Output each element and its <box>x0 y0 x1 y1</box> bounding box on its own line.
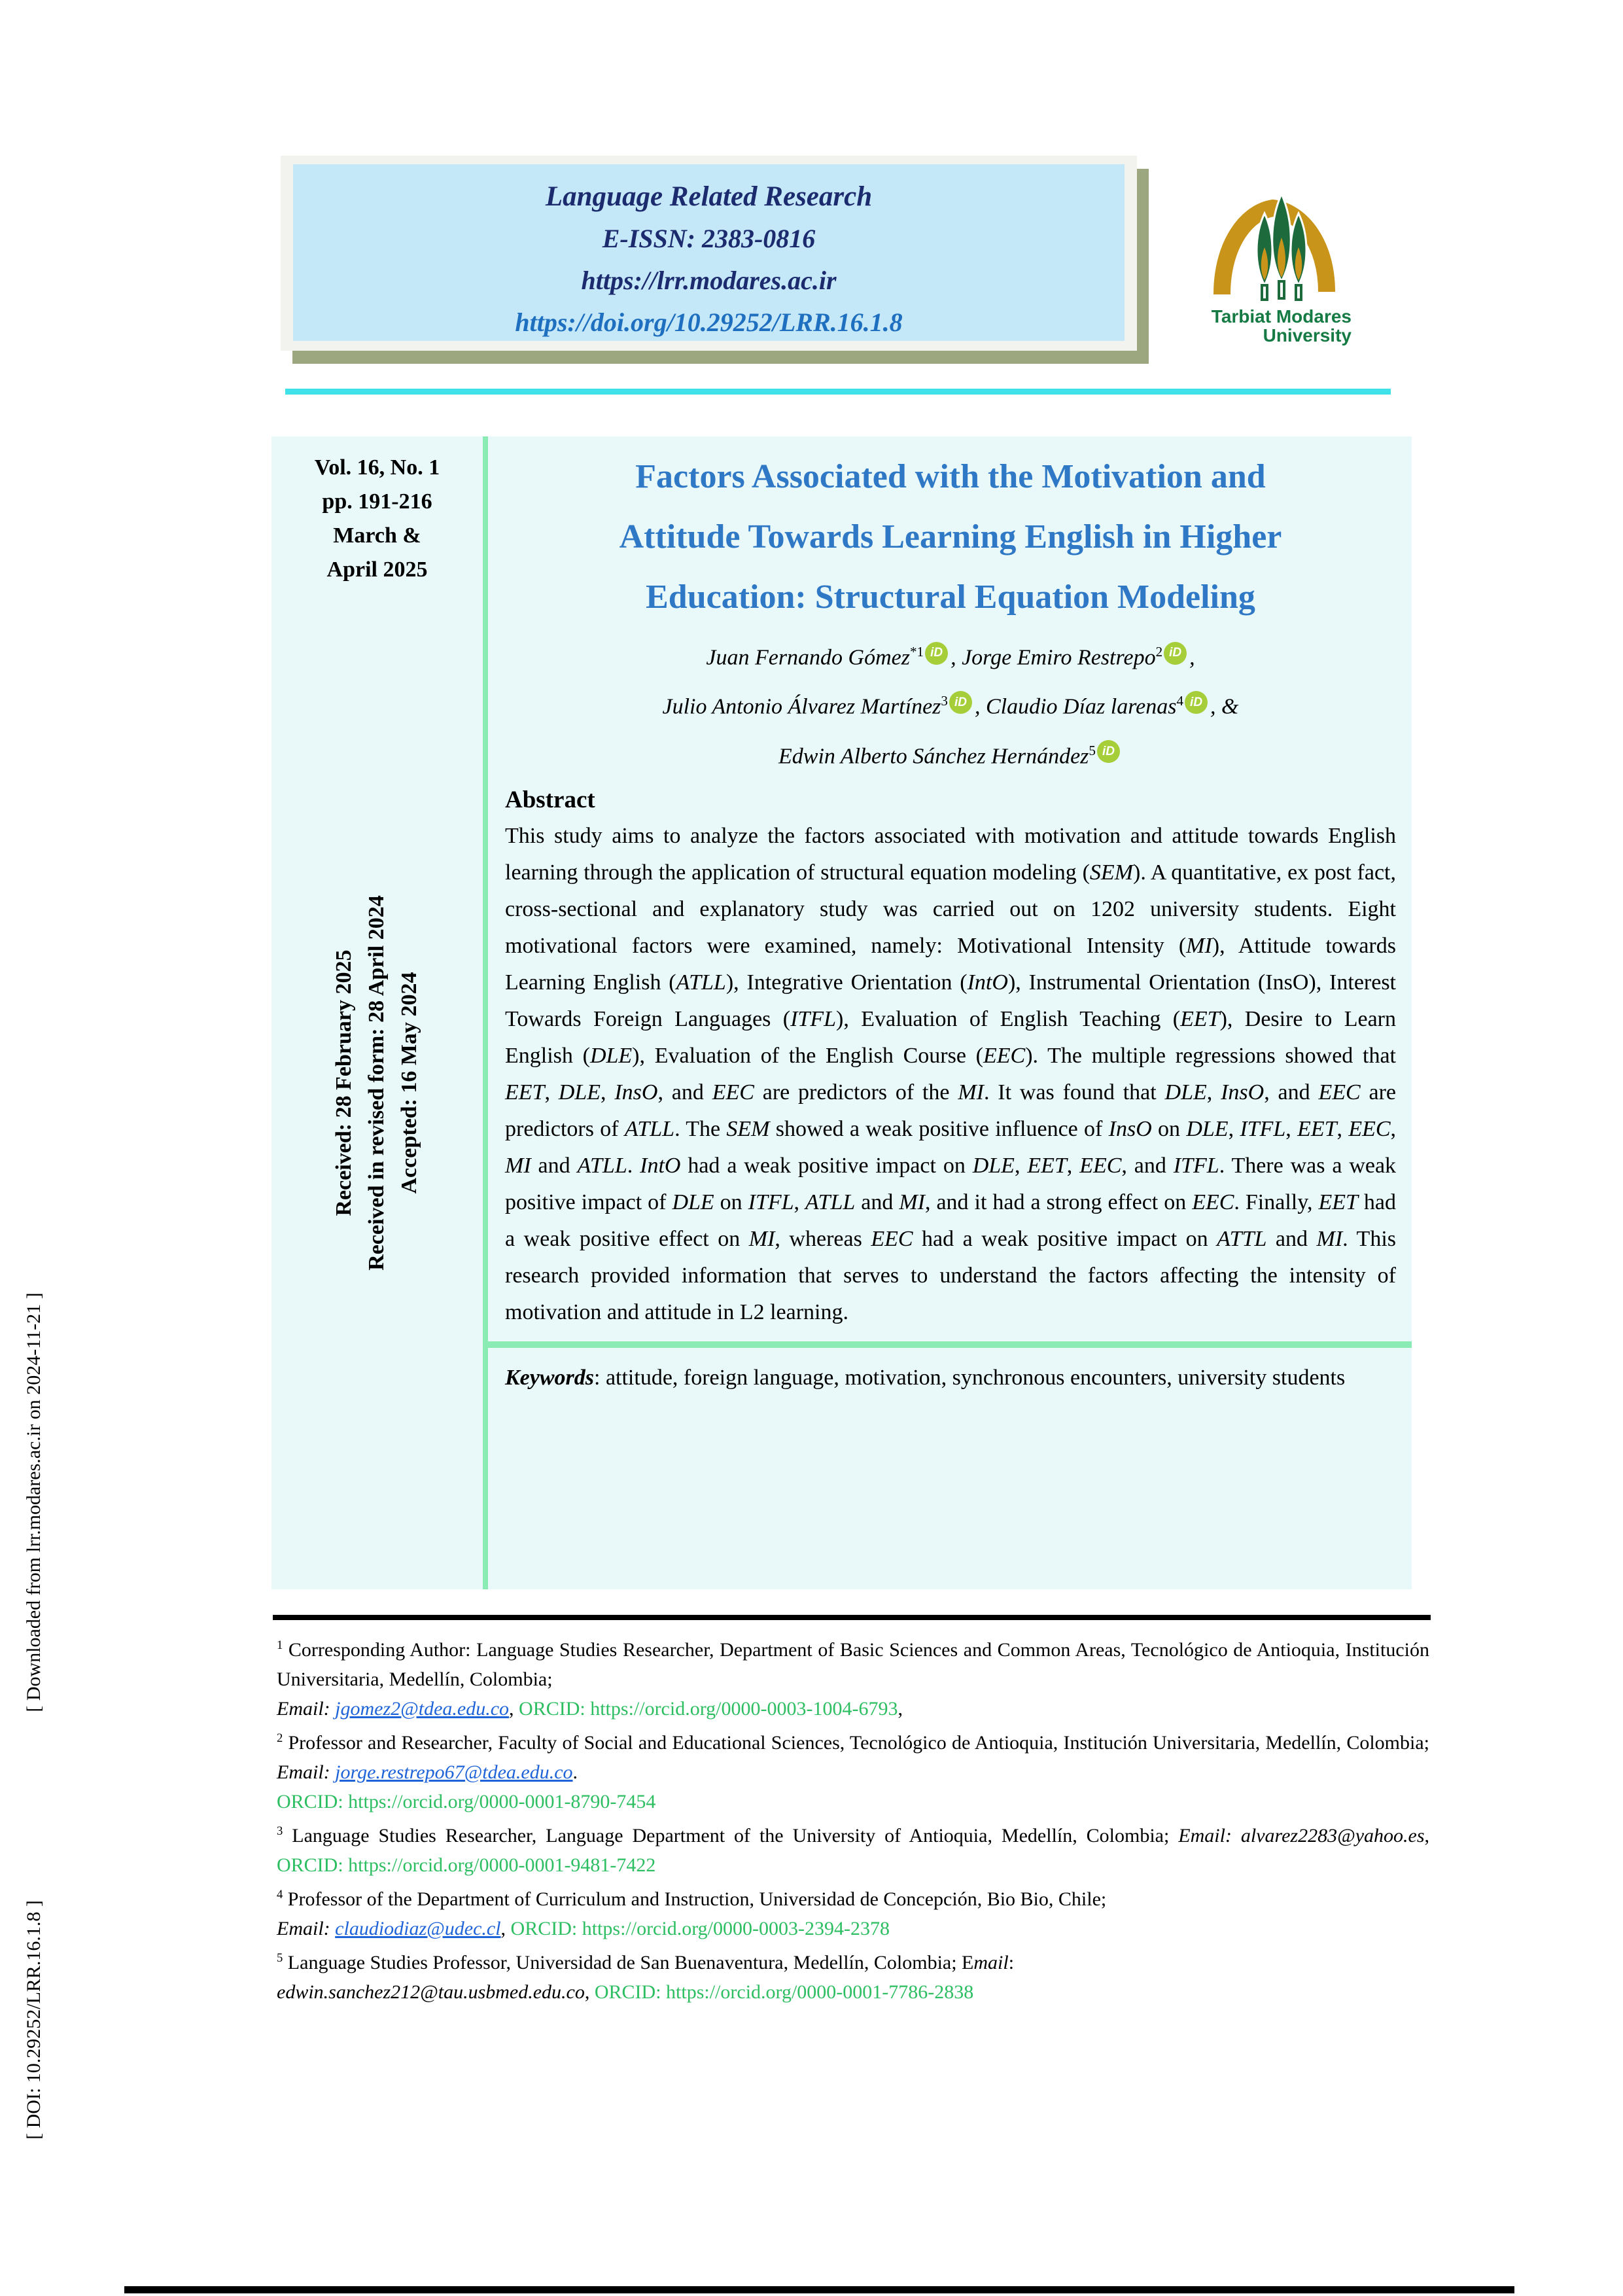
text-span: , <box>1206 1080 1221 1104</box>
text-span: MI <box>1316 1226 1343 1251</box>
text-span: , <box>500 1918 511 1939</box>
text-span: , & <box>1210 694 1239 719</box>
text-span: DLE <box>1164 1080 1207 1104</box>
logo-tree-right <box>1291 213 1306 300</box>
text-span: EET <box>505 1080 545 1104</box>
footnote-rule <box>273 1615 1431 1620</box>
text-span: , <box>1014 1153 1028 1178</box>
text-span: 1 <box>277 1638 283 1652</box>
text-span: SEM <box>726 1116 770 1141</box>
text-span: , and <box>1121 1153 1174 1178</box>
text-span: and <box>1266 1226 1317 1251</box>
text-span: . It was found that <box>983 1080 1165 1104</box>
author-line <box>505 630 1396 679</box>
text-span: had a weak positive impact on <box>680 1153 973 1178</box>
issue-info-column <box>271 436 483 587</box>
text-span: ). A quantitative, ex post fact, cross-sectional and explanatory study was carried out on 1202 university students. Eight motivational factors were examined, namely: Motivational Intensity ( <box>505 860 1396 958</box>
text-span: ), Integrative Orientation ( <box>725 970 968 995</box>
text-span: edwin.sanchez212@tau.usbmed.edu.co <box>277 1981 585 2003</box>
text-span: MI <box>505 1153 531 1178</box>
orcid-icon[interactable]: iD <box>1164 642 1187 665</box>
orcid-link[interactable]: ORCID: https://orcid.org/0000-0001-8790-7454 <box>277 1791 656 1812</box>
keywords-divider <box>488 1341 1412 1348</box>
date-received: Received: 28 February 2025 <box>332 949 356 1216</box>
footnote-5 <box>277 1943 1429 2007</box>
tarbiat-modares-university-logo <box>1202 182 1361 347</box>
article-main-column <box>488 436 1412 1589</box>
article-title <box>505 447 1396 627</box>
footnote-3 <box>277 1816 1429 1880</box>
footnote-1 <box>277 1631 1429 1723</box>
article-title-line1: Factors Associated with the Motivation and <box>635 458 1266 495</box>
text-span: 2 <box>277 1731 283 1745</box>
text-span: , Jorge Emiro Restrepo <box>951 645 1156 670</box>
text-span: , <box>1228 1116 1240 1141</box>
text-span: , <box>509 1698 519 1720</box>
text-span: had a weak positive impact on <box>913 1226 1217 1251</box>
text-span: This study aims to analyze the factors associated with motivation and attitude towards English learning through the application of structural equation modeling ( <box>505 823 1396 885</box>
text-span: Julio Antonio Álvarez Martínez <box>662 694 941 719</box>
text-span: , <box>1424 1825 1430 1846</box>
text-span: , <box>544 1080 559 1104</box>
text-span: . <box>572 1761 578 1783</box>
text-span: 2 <box>1155 644 1163 660</box>
text-span: DLE <box>972 1153 1015 1178</box>
article-header-block <box>271 436 1412 1589</box>
text-span: : <box>323 1698 336 1720</box>
text-span: . The <box>674 1116 727 1141</box>
text-span: : attitude, foreign language, motivation, synchronous encounters, university students <box>594 1365 1346 1390</box>
text-span: , whereas <box>775 1226 871 1251</box>
text-span: ), Evaluation of the English Course ( <box>632 1043 983 1068</box>
text-span: : <box>1225 1825 1241 1846</box>
text-span: . There was a weak positive impact of <box>505 1153 1397 1214</box>
logo-text-line2: University <box>1263 325 1352 345</box>
issue-pages: pp. 191-216 <box>322 489 432 514</box>
text-span: , and <box>1264 1080 1319 1104</box>
article-doi-link[interactable]: https://doi.org/10.29252/LRR.16.1.8 <box>515 308 903 337</box>
text-span: , Claudio Díaz larenas <box>974 694 1177 719</box>
text-span: ITFL <box>748 1190 794 1214</box>
text-span: , <box>584 1981 595 2003</box>
abstract-text <box>505 818 1396 1331</box>
text-span: SEM <box>1089 860 1134 885</box>
text-span: Professor and Researcher, Faculty of Social and Educational Sciences, Tecnológico de Antioquia, Institución Universitaria, Medellín, Colombia; <box>283 1732 1429 1754</box>
doi-margin-note: [ DOI: 10.29252/LRR.16.1.8 ] <box>23 1900 44 2140</box>
text-span: 5 <box>1089 742 1096 758</box>
text-span: IntO <box>967 970 1008 995</box>
date-revised: Received in revised form: 28 April 2024 <box>364 895 389 1271</box>
author-line <box>505 729 1396 778</box>
orcid-link[interactable]: ORCID: https://orcid.org/0000-0001-7786-2838 <box>594 1981 974 2003</box>
text-span: and <box>855 1190 899 1214</box>
text-span: EEC <box>1192 1190 1234 1214</box>
text-span: DLE <box>589 1043 633 1068</box>
text-span: InsO <box>614 1080 658 1104</box>
cyan-divider-rule <box>285 389 1391 395</box>
article-title-line3: Education: Structural Equation Modeling <box>646 578 1255 616</box>
author-line <box>505 679 1396 728</box>
issue-volume: Vol. 16, No. 1 <box>314 455 440 480</box>
text-span: EEC <box>1079 1153 1122 1178</box>
text-span: DLE <box>672 1190 714 1214</box>
text-span: , <box>1390 1116 1397 1141</box>
text-span: IntO <box>640 1153 681 1178</box>
text-span: Corresponding Author: Language Studies Researcher, Department of Basic Sciences and Common Areas, Tecnológico de Antioquia, Institución Universitaria, Medellín, Colombia; <box>277 1639 1429 1690</box>
text-span: on <box>714 1190 748 1214</box>
text-span: ATLL <box>624 1116 675 1141</box>
text-span: : <box>323 1761 336 1783</box>
text-span: ATLL <box>577 1153 627 1178</box>
text-span: MI <box>899 1190 925 1214</box>
text-span: EEC <box>1348 1116 1391 1141</box>
date-accepted: Accepted: 16 May 2024 <box>397 972 421 1194</box>
text-span: Juan Fernando Gómez <box>706 645 910 670</box>
journal-header-inner <box>293 164 1125 341</box>
text-span: InsO <box>1221 1080 1265 1104</box>
text-span: ITFL <box>1173 1153 1219 1178</box>
text-span: on <box>1151 1116 1187 1141</box>
text-span: alvarez2283@yahoo.es <box>1240 1825 1425 1846</box>
text-span: , <box>898 1698 903 1720</box>
text-span: MI <box>958 1080 984 1104</box>
orcid-icon[interactable]: iD <box>925 642 948 665</box>
footnote-4 <box>277 1880 1429 1943</box>
text-span: ), Attitude towards Learning English ( <box>505 933 1396 995</box>
text-span: are predictors of the <box>754 1080 958 1104</box>
text-span: ITFL <box>790 1006 837 1031</box>
text-span: mail <box>973 1952 1009 1973</box>
text-span: , <box>1336 1116 1349 1141</box>
text-span: ), Evaluation of English Teaching ( <box>836 1006 1181 1031</box>
mint-vertical-divider <box>483 436 488 1589</box>
orcid-icon[interactable]: iD <box>1097 740 1120 763</box>
journal-site-link[interactable]: https://lrr.modares.ac.ir <box>581 266 837 295</box>
logo-text-line1: Tarbiat Modares <box>1211 306 1352 327</box>
text-span: Email <box>277 1761 324 1783</box>
orcid-link[interactable]: ORCID: https://orcid.org/0000-0003-2394-2378 <box>510 1918 890 1939</box>
text-span: EEC <box>983 1043 1026 1068</box>
text-span: EET <box>1180 1006 1220 1031</box>
journal-eissn: E-ISSN: 2383-0816 <box>602 224 816 253</box>
orcid-link[interactable]: ORCID: https://orcid.org/0000-0001-9481-7422 <box>277 1854 656 1876</box>
text-span: ), Desire to Learn English ( <box>505 1006 1396 1068</box>
text-span: , <box>601 1080 615 1104</box>
text-span: , <box>794 1190 806 1214</box>
text-span: ATLL <box>676 970 726 995</box>
text-span: EET <box>1027 1153 1067 1178</box>
text-span: ITFL <box>1240 1116 1286 1141</box>
text-span: Language Studies Researcher, Language Department of the University of Antioquia, Medellín, Colombia; <box>283 1825 1179 1846</box>
text-span: . Finally, <box>1234 1190 1319 1214</box>
text-span: ATTL <box>1217 1226 1267 1251</box>
keywords-text <box>505 1360 1396 1396</box>
abstract-heading: Abstract <box>505 786 595 813</box>
email-link[interactable]: claudiodiaz@udec.cl <box>335 1918 501 1939</box>
text-span: , and it had a strong effect on <box>924 1190 1193 1214</box>
text-span: 4 <box>277 1888 283 1901</box>
text-span: Email <box>277 1918 324 1939</box>
text-span: EEC <box>1318 1080 1361 1104</box>
email-link[interactable]: jorge.restrepo67@tdea.edu.co <box>335 1761 573 1783</box>
text-span: MI <box>748 1226 775 1251</box>
text-span: showed a weak positive influence of <box>769 1116 1109 1141</box>
page-bottom-rule <box>124 2286 1514 2293</box>
text-span: MI <box>1186 933 1212 958</box>
text-span: , <box>1285 1116 1298 1141</box>
text-span: Email <box>277 1698 324 1720</box>
text-span: Keywords <box>505 1365 594 1390</box>
article-title-line2: Attitude Towards Learning English in Higher <box>619 518 1282 556</box>
text-span: had a weak positive effect on <box>505 1190 1397 1251</box>
journal-header-box <box>281 156 1137 351</box>
text-span: , <box>1066 1153 1080 1178</box>
issue-month-1: March & <box>333 523 421 548</box>
text-span: *1 <box>910 644 924 660</box>
text-span: DLE <box>1186 1116 1229 1141</box>
text-span: 5 <box>277 1951 283 1965</box>
orcid-icon[interactable]: iD <box>1185 691 1208 714</box>
text-span: , and <box>657 1080 712 1104</box>
logo-tree-left <box>1257 213 1272 300</box>
text-span: are predictors of <box>505 1080 1396 1141</box>
text-span: 3 <box>941 693 948 709</box>
text-span: : <box>323 1918 336 1939</box>
text-span: Email <box>1178 1825 1225 1846</box>
author-list <box>505 630 1396 778</box>
issue-info <box>271 451 483 587</box>
text-span: 3 <box>277 1824 283 1838</box>
orcid-link[interactable]: ORCID: https://orcid.org/0000-0003-1004-6793 <box>519 1698 898 1720</box>
text-span: . <box>627 1153 640 1178</box>
text-span: Language Studies Professor, Universidad de San Buenaventura, Medellín, Colombia; E <box>283 1952 974 1973</box>
text-span: ), Instrumental Orientation (InsO), Interest Towards Foreign Languages ( <box>505 970 1396 1031</box>
manuscript-dates-rotated <box>328 895 426 1271</box>
text-span: EET <box>1318 1190 1358 1214</box>
email-link[interactable]: jgomez2@tdea.edu.co <box>335 1698 510 1720</box>
text-span: : <box>1008 1952 1015 1973</box>
text-span: EEC <box>871 1226 913 1251</box>
downloaded-from-note: [ Downloaded from lrr.modares.ac.ir on 2024-11-21 ] <box>23 1292 44 1712</box>
footnotes-section <box>277 1631 1429 2007</box>
journal-name: Language Related Research <box>545 181 873 212</box>
text-span: InsO <box>1108 1116 1152 1141</box>
text-span: , <box>1189 645 1195 670</box>
text-span: and <box>531 1153 578 1178</box>
text-span: DLE <box>558 1080 601 1104</box>
text-span: ATLL <box>805 1190 856 1214</box>
issue-month-2: April 2025 <box>326 557 428 582</box>
text-span: . This research provided information that serves to understand the factors affecting the intensity of motivation and attitude in L2 learning. <box>505 1226 1396 1324</box>
text-span: EET <box>1297 1116 1337 1141</box>
footnote-2 <box>277 1723 1429 1816</box>
text-span: ). The multiple regressions showed that <box>1025 1043 1396 1068</box>
text-span: Edwin Alberto Sánchez Hernández <box>778 743 1089 768</box>
text-span: 4 <box>1176 693 1184 709</box>
orcid-icon[interactable]: iD <box>949 691 972 714</box>
text-span: Professor of the Department of Curriculum and Instruction, Universidad de Concepción, Bio Bio, Chile; <box>283 1888 1107 1910</box>
text-span: EEC <box>712 1080 754 1104</box>
